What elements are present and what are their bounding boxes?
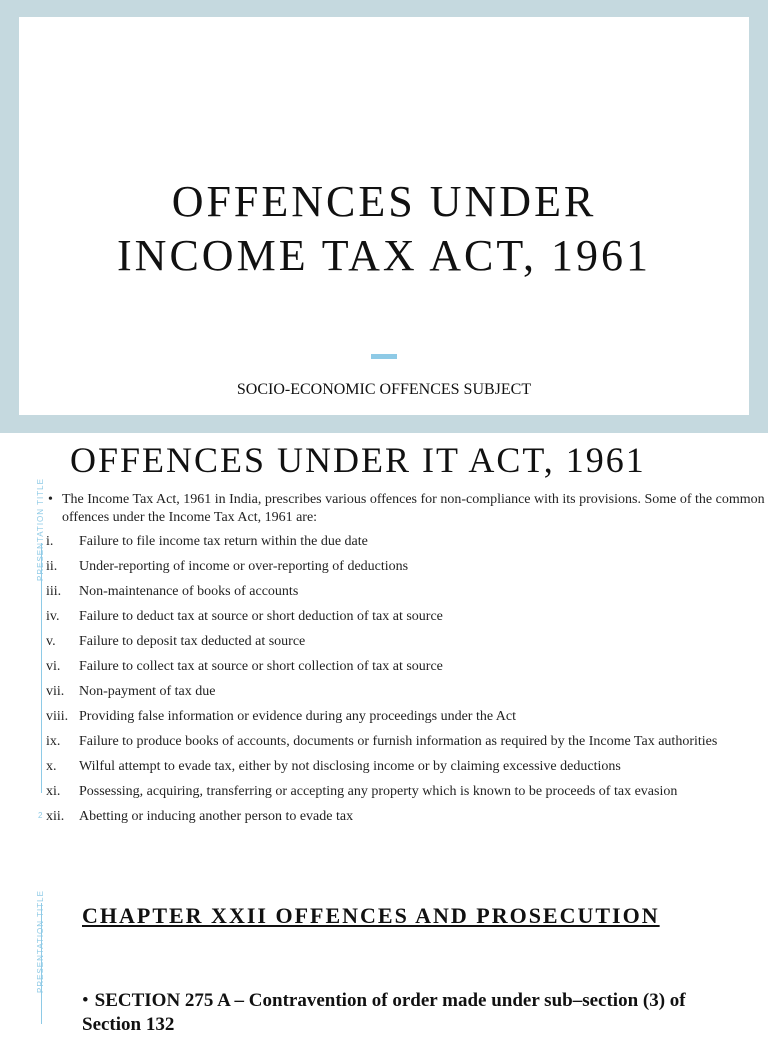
page-number: 2 [38,811,43,820]
intro-text: The Income Tax Act, 1961 in India, prescribes various offences for non-compliance with its provisions. Some of the common offences under the Income Tax Act, 1961 are: [62,492,765,525]
item-text: Failure to file income tax return within the due date [79,534,368,549]
item-text: Failure to produce books of accounts, documents or furnish information as required by the Income Tax authorities [79,734,718,749]
item-text: Non-maintenance of books of accounts [79,584,299,599]
list-item [0,733,768,751]
slide-title-line1: OFFENCES UNDER [171,177,597,226]
item-number: ix. [46,734,61,749]
item-number: xii. [46,809,65,824]
list-item [0,708,768,726]
item-number: xi. [46,784,61,799]
list-item [0,608,768,626]
list-item [0,783,768,801]
chapter-heading: CHAPTER XXII OFFENCES AND PROSECUTION [82,903,660,928]
slide-subtitle: SOCIO-ECONOMIC OFFENCES SUBJECT [236,381,532,398]
item-number: vii. [46,684,65,699]
item-text: Under-reporting of income or over-reporting of deductions [79,559,409,574]
item-number: viii. [46,709,69,724]
side-label: PRESENTATION TITLE [36,890,45,993]
chapter-slide [0,863,768,1035]
item-number: ii. [46,559,58,574]
slide-title: OFFENCES UNDER IT ACT, 1961 [70,440,646,480]
item-number: vi. [46,659,61,674]
item-text: Non-payment of tax due [79,684,216,699]
list-item [0,758,768,776]
item-text: Wilful attempt to evade tax, either by not disclosing income or by claiming excessive deductions [79,759,621,774]
section-text: SECTION 275 A – Contravention of order made under sub–section (3) of Section 132 [82,990,686,1035]
item-text: Failure to deduct tax at source or short deduction of tax at source [79,609,443,624]
bullet: • [48,492,53,507]
list-item [0,633,768,651]
item-text: Abetting or inducing another person to evade tax [79,809,354,824]
slide-title [19,175,749,283]
item-text: Failure to deposit tax deducted at source [79,634,306,649]
slide-title-line2: INCOME TAX ACT, 1961 [117,231,651,280]
item-text: Possessing, acquiring, transferring or accepting any property which is known to be proceeds of tax evasion [79,784,678,799]
bullet: • [82,990,89,1011]
list-item [0,558,768,576]
list-item [0,533,768,551]
offences-list [0,533,768,833]
list-item [0,683,768,701]
item-text: Failure to collect tax at source or short collection of tax at source [79,659,443,674]
intro-paragraph [48,491,766,527]
section-bullet [82,989,742,1037]
side-label: PRESENTATION TITLE [36,478,45,581]
item-number: v. [46,634,56,649]
list-item [0,808,768,826]
item-number: x. [46,759,57,774]
item-number: iv. [46,609,60,624]
title-card [19,17,749,415]
accent-bar [371,354,397,359]
list-item [0,583,768,601]
offences-slide [0,433,768,863]
item-number: iii. [46,584,62,599]
title-slide [0,0,768,433]
item-text: Providing false information or evidence during any proceedings under the Act [79,709,516,724]
list-item [0,658,768,676]
item-number: i. [46,534,54,549]
